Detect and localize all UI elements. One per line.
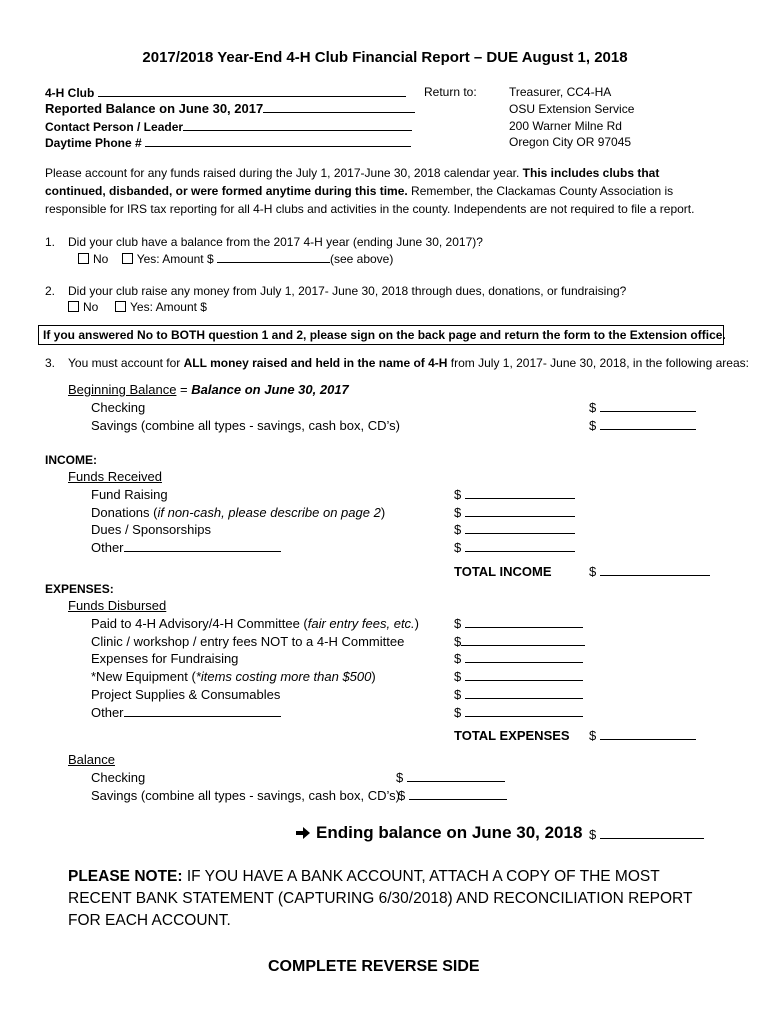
page-title: 2017/2018 Year-End 4-H Club Financial Report – DUE August 1, 2018	[142, 49, 628, 66]
ending-balance-label: Ending balance on June 30, 2018	[316, 823, 583, 842]
expense-paid-label	[91, 616, 419, 631]
funds-received-heading: Funds Received	[68, 469, 162, 484]
q1-yes-label: Yes: Amount $	[136, 252, 214, 266]
q3-post: from July 1, 2017- June 30, 2018, in the following areas:	[447, 356, 749, 370]
please-note-text: IF YOU HAVE A BANK ACCOUNT, ATTACH A COPY OF THE MOST RECENT BANK STATEMENT (CAPTURING 6/30/2018) AND RECONCILIATION REPORT FOR EACH ACCOUNT.	[68, 868, 693, 929]
intro-bold-text: This includes clubs that continued, disbanded, or were formed anytime during this time.	[45, 166, 660, 198]
expense-fundraising-label: Expenses for Fundraising	[91, 651, 239, 666]
income-fundraising-field[interactable]	[454, 487, 575, 502]
ending-balance-field[interactable]	[589, 827, 704, 842]
q1-options	[78, 251, 393, 266]
equipment-post: )	[371, 669, 376, 684]
address-line: 200 Warner Milne Rd	[509, 119, 622, 133]
club-field[interactable]	[45, 85, 406, 100]
phone-field[interactable]	[45, 135, 411, 150]
paid-pre: Paid to 4-H Advisory/4-H Committee (	[91, 616, 308, 631]
equipment-note: *items costing more than $500	[195, 669, 372, 684]
dollar-sign: $	[454, 505, 462, 520]
total-income-label: TOTAL INCOME	[454, 564, 552, 579]
q2-yes-label: Yes: Amount $	[130, 300, 207, 314]
expense-fundraising-line[interactable]	[465, 651, 583, 663]
balance-checking-label: Checking	[91, 770, 146, 785]
expense-equipment-line[interactable]	[465, 669, 583, 681]
q3-text	[68, 356, 749, 370]
income-other-line[interactable]	[124, 540, 281, 552]
phone-label: Daytime Phone #	[45, 136, 142, 150]
q2-no-label: No	[83, 300, 99, 314]
expense-clinic-field[interactable]	[454, 634, 585, 649]
expense-other-field[interactable]	[91, 705, 281, 720]
intro-paragraph	[45, 164, 715, 218]
reported-balance-field[interactable]	[45, 101, 415, 116]
reported-balance-label: Reported Balance on June 30, 2017	[45, 101, 264, 116]
income-other-label: Other	[91, 540, 124, 555]
dollar-sign: $	[454, 487, 462, 502]
dollar-sign: $	[398, 788, 406, 803]
address-line: Treasurer, CC4-HA	[509, 85, 612, 99]
q3-number: 3.	[45, 356, 56, 370]
dollar-sign: $	[589, 400, 597, 415]
q2-yes-checkbox[interactable]	[115, 301, 126, 312]
total-expenses-label: TOTAL EXPENSES	[454, 728, 570, 743]
club-label: 4-H Club	[45, 86, 95, 100]
club-input-line[interactable]	[98, 85, 406, 97]
income-dues-line[interactable]	[465, 522, 575, 534]
dollar-sign: $	[454, 634, 462, 649]
expense-other-amount-line[interactable]	[465, 705, 583, 717]
ending-balance-line[interactable]	[600, 827, 704, 839]
ending-balance	[296, 823, 582, 843]
total-income-line[interactable]	[600, 564, 710, 576]
q2-options	[68, 300, 207, 314]
income-dues-label: Dues / Sponsorships	[91, 522, 211, 537]
expense-supplies-line[interactable]	[465, 687, 583, 699]
beginning-balance-heading	[68, 382, 349, 397]
dollar-sign: $	[589, 418, 597, 433]
balance-checking-line[interactable]	[407, 770, 505, 782]
equipment-pre: *New Equipment (	[91, 669, 196, 684]
q2-text: Did your club raise any money from July 1, 2017- June 30, 2018 through dues, donations, or fundraising?	[68, 284, 627, 298]
dollar-sign: $	[454, 669, 462, 684]
beginning-savings-field[interactable]	[589, 418, 696, 433]
beginning-eq: =	[176, 382, 192, 397]
reported-balance-input-line[interactable]	[263, 101, 415, 113]
income-fundraising-label: Fund Raising	[91, 487, 168, 502]
income-donations-field[interactable]	[454, 505, 575, 520]
funds-disbursed-heading: Funds Disbursed	[68, 598, 167, 613]
phone-input-line[interactable]	[145, 135, 411, 147]
expense-equipment-field[interactable]	[454, 669, 583, 684]
expense-supplies-field[interactable]	[454, 687, 583, 702]
beginning-balance-date: Balance on June 30, 2017	[191, 382, 349, 397]
notice-box: If you answered No to BOTH question 1 and 2, please sign on the back page and return the form to the Extension office.	[38, 325, 724, 345]
dollar-sign: $	[454, 651, 462, 666]
q3-bold: ALL money raised and held in the name of 4-H	[183, 356, 448, 370]
income-other-amount-line[interactable]	[465, 540, 575, 552]
beginning-savings-label: Savings (combine all types - savings, cash box, CD’s)	[91, 418, 400, 433]
balance-savings-field[interactable]	[398, 788, 507, 803]
contact-input-line[interactable]	[183, 119, 412, 131]
expense-other-amount-field[interactable]	[454, 705, 583, 720]
intro-text-2: Remember, the Clackamas County Association is responsible for IRS tax reporting for all 4-H clubs and activities in the county. Independents are not required to file a report.	[45, 184, 695, 216]
please-note-label: PLEASE NOTE:	[68, 868, 183, 885]
donations-pre: Donations (	[91, 505, 158, 520]
total-expenses-line[interactable]	[600, 728, 696, 740]
income-donations-label	[91, 505, 385, 520]
expenses-label: EXPENSES:	[45, 582, 114, 596]
beginning-checking-line[interactable]	[600, 400, 696, 412]
total-expenses-field[interactable]	[589, 728, 696, 743]
beginning-checking-field[interactable]	[589, 400, 696, 415]
dollar-sign: $	[454, 687, 462, 702]
expense-other-line[interactable]	[124, 705, 281, 717]
beginning-balance-label: Beginning Balance	[68, 382, 177, 397]
income-other-amount-field[interactable]	[454, 540, 575, 555]
expense-paid-field[interactable]	[454, 616, 583, 631]
income-dues-field[interactable]	[454, 522, 575, 537]
q1-no-label: No	[93, 252, 109, 266]
complete-reverse-side: COMPLETE REVERSE SIDE	[268, 958, 480, 975]
beginning-checking-label: Checking	[91, 400, 146, 415]
expense-supplies-label: Project Supplies & Consumables	[91, 687, 281, 702]
income-fundraising-line[interactable]	[465, 487, 575, 499]
expense-equipment-label	[91, 669, 376, 684]
expense-fundraising-field[interactable]	[454, 651, 583, 666]
dollar-sign: $	[454, 705, 462, 720]
income-label: INCOME:	[45, 453, 97, 467]
dollar-sign: $	[454, 616, 462, 631]
address-line: OSU Extension Service	[509, 102, 635, 116]
dollar-sign: $	[396, 770, 404, 785]
income-donations-line[interactable]	[465, 505, 575, 517]
paid-note: fair entry fees, etc.	[307, 616, 415, 631]
dollar-sign: $	[589, 728, 597, 743]
q1-yes-checkbox[interactable]	[122, 253, 133, 264]
q1-see-above: (see above)	[329, 252, 394, 266]
balance-heading: Balance	[68, 752, 115, 767]
q1-amount-line[interactable]	[217, 251, 330, 263]
address-line: Oregon City OR 97045	[509, 135, 632, 149]
income-other-field[interactable]	[91, 540, 281, 555]
q3-pre: You must account for	[68, 356, 184, 370]
donations-note: if non-cash, please describe on page 2	[157, 505, 381, 520]
total-income-field[interactable]	[589, 564, 710, 579]
q2-no-checkbox[interactable]	[68, 301, 79, 312]
dollar-sign: $	[454, 540, 462, 555]
return-to-label: Return to:	[424, 85, 477, 99]
contact-label: Contact Person / Leader	[45, 120, 184, 134]
paid-post: )	[414, 616, 420, 631]
intro-text: Please account for any funds raised during the July 1, 2017-June 30, 2018 calendar year.	[45, 166, 523, 180]
please-note	[68, 866, 708, 932]
expense-clinic-line[interactable]	[461, 634, 585, 646]
expense-other-label: Other	[91, 705, 124, 720]
q2-number: 2.	[45, 284, 56, 298]
arrow-right-icon	[296, 826, 310, 840]
expense-paid-line[interactable]	[465, 616, 583, 628]
q1-no-checkbox[interactable]	[78, 253, 89, 264]
beginning-savings-line[interactable]	[600, 418, 696, 430]
contact-field[interactable]	[45, 119, 412, 134]
donations-post: )	[380, 505, 386, 520]
dollar-sign: $	[454, 522, 462, 537]
q1-number: 1.	[45, 235, 56, 249]
balance-savings-line[interactable]	[409, 788, 507, 800]
balance-checking-field[interactable]	[396, 770, 505, 785]
q1-text: Did your club have a balance from the 2017 4-H year (ending June 30, 2017)?	[68, 235, 483, 249]
dollar-sign: $	[589, 827, 597, 842]
expense-clinic-label: Clinic / workshop / entry fees NOT to a 4-H Committee	[91, 634, 405, 649]
balance-savings-label: Savings (combine all types - savings, cash box, CD’s)	[91, 788, 400, 803]
dollar-sign: $	[589, 564, 597, 579]
